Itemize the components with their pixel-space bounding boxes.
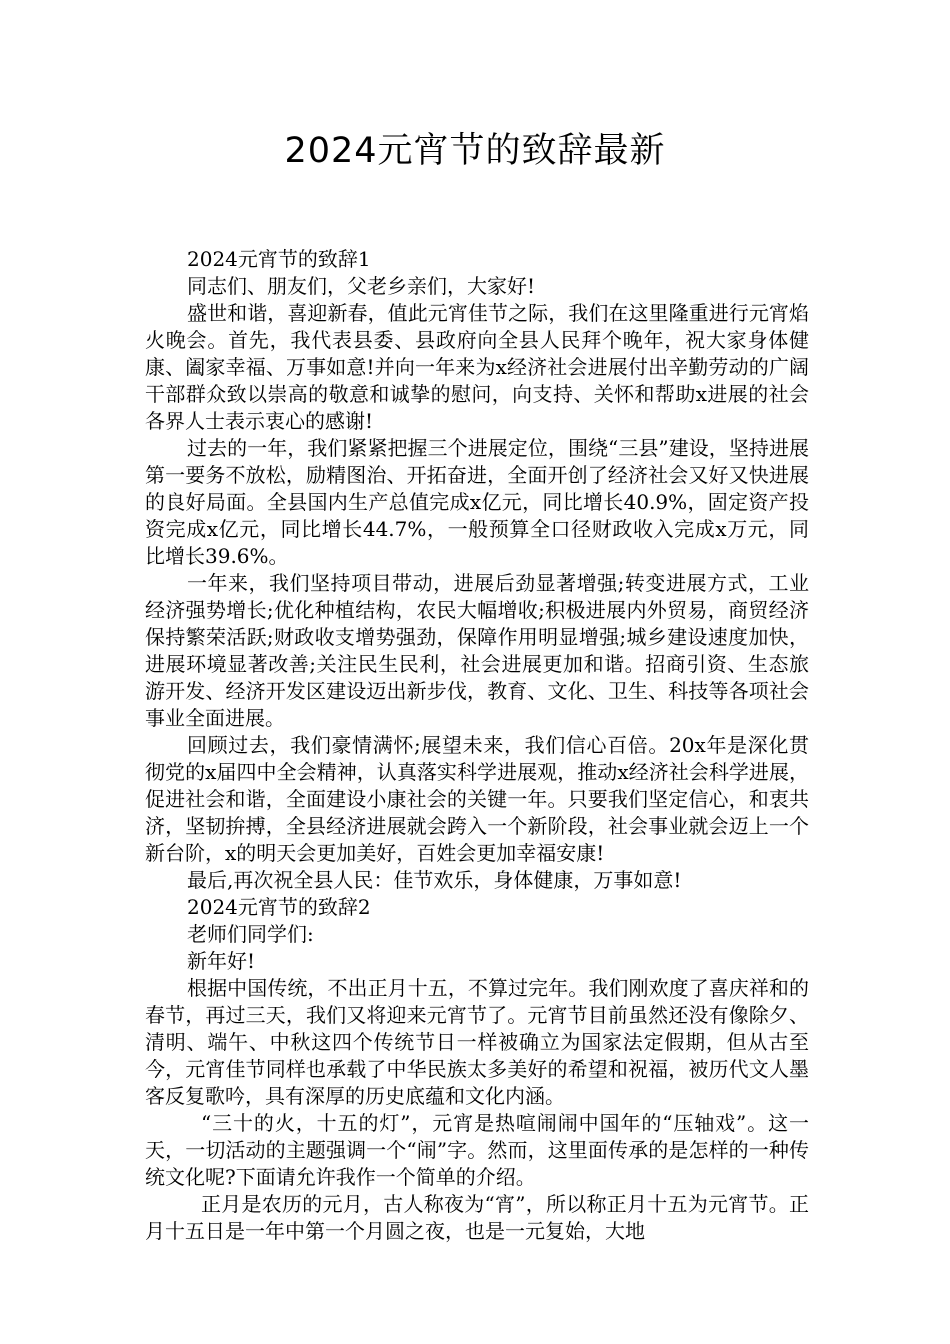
- paragraph-greeting-3: 新年好!: [187, 949, 256, 973]
- paragraph-greeting-1: 同志们、朋友们，父老乡亲们，大家好!: [187, 274, 536, 298]
- document-body: [145, 246, 809, 1245]
- paragraph-greeting-2: 老师们同学们:: [187, 922, 314, 946]
- paragraph-closing-1: 最后,再次祝全县人民：佳节欢乐，身体健康，万事如意!: [187, 868, 682, 892]
- paragraph: 一年来，我们坚持项目带动，进展后劲显著增强;转变进展方式，工业经济强势增长;优化种植结构，农民大幅增收;积极进展内外贸易，商贸经济保持繁荣活跃;财政收支增势强劲，保障作用明显增强;城乡建设速度加快，进展环境显著改善;关注民生民利，社会进展更加和谐。招商引资、生态旅游开发、经济开发区建设迈出新步伐，教育、文化、卫生、科技等各项社会事业全面进展。: [145, 571, 809, 730]
- document-title: 2024元宵节的致辞最新: [284, 131, 666, 171]
- paragraph: “三十的火，十五的灯”，元宵是热喧闹闹中国年的“压轴戏”。这一天，一切活动的主题强调一个“闹”字。然而，这里面传承的是怎样的一种传统文化呢?下面请允许我作一个简单的介绍。: [145, 1111, 809, 1189]
- paragraph: 过去的一年，我们紧紧把握三个进展定位，围绕“三县”建设，坚持进展第一要务不放松，励精图治、开拓奋进，全面开创了经济社会又好又快进展的良好局面。全县国内生产总值完成x亿元，同比增长40.9%，固定资产投资完成x亿元，同比增长44.7%，一般预算全口径财政收入完成x万元，同比增长39.6%。: [145, 436, 809, 568]
- paragraph: 盛世和谐，喜迎新春，值此元宵佳节之际，我们在这里隆重进行元宵焰火晚会。首先，我代表县委、县政府向全县人民拜个晚年，祝大家身体健康、阖家幸福、万事如意!并向一年来为x经济社会进展付出辛勤劳动的广阔干部群众致以崇高的敬意和诚挚的慰问，向支持、关怀和帮助x进展的社会各界人士表示衷心的感谢!: [145, 301, 809, 433]
- paragraph: 根据中国传统，不出正月十五，不算过完年。我们刚欢度了喜庆祥和的春节，再过三天，我们又将迎来元宵节了。元宵节目前虽然还没有像除夕、清明、端午、中秋这四个传统节日一样被确立为国家法定假期，但从古至今，元宵佳节同样也承载了中华民族太多美好的希望和祝福，被历代文人墨客反复歌吟，具有深厚的历史底蕴和文化内涵。: [145, 976, 809, 1108]
- paragraph-heading-2: 2024元宵节的致辞2: [187, 895, 371, 919]
- paragraph-heading-1: 2024元宵节的致辞1: [187, 247, 371, 271]
- paragraph: 正月是农历的元月，古人称夜为“宵”，所以称正月十五为元宵节。正月十五日是一年中第一个月圆之夜，也是一元复始，大地: [145, 1192, 809, 1243]
- paragraph: 回顾过去，我们豪情满怀;展望未来，我们信心百倍。20x年是深化贯彻党的x届四中全会精神，认真落实科学进展观，推动x经济社会科学进展，促进社会和谐，全面建设小康社会的关键一年。只要我们坚定信心，和衷共济，坚韧拚搏，全县经济进展就会跨入一个新阶段，社会事业就会迈上一个新台阶，x的明天会更加美好，百姓会更加幸福安康!: [145, 733, 809, 865]
